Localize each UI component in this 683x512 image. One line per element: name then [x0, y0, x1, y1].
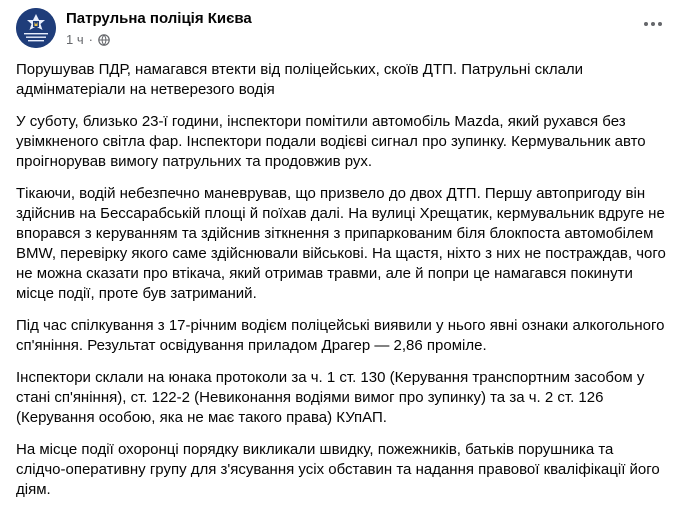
post-paragraph: На місце події охоронці порядку викликали швидку, пожежників, батьків порушника та слідчо-оперативну групу для з'ясування усіх обставин та надання правової кваліфікації його діям. — [16, 441, 660, 498]
post-paragraph: Тікаючи, водій небезпечно маневрував, що призвело до двох ДТП. Першу автопригоду він здійснив на Бессарабській площі й поїхав далі. На вулиці Хрещатик, кермувальник вдруге не впорався з керуванням та здійснив зіткнення з припаркованим біля блокпоста автомобілем BMW, перевірку якого саме здійснювали військові. На щастя, ніхто з них не постраждав, чого не можна сказати про втікача, який отримав травми, але й попри це намагався покинути місце події, проте був затриманий. — [16, 185, 666, 302]
more-dot — [658, 22, 662, 26]
post-header — [16, 8, 667, 56]
police-logo-icon — [16, 8, 56, 48]
avatar[interactable] — [16, 8, 56, 48]
post-paragraph: Під час спілкування з 17-річним водієм поліцейські виявили у нього явні ознаки алкогольного сп'яніння. Результат освідування приладом Драгер — 2,86 проміле. — [16, 317, 665, 354]
globe-icon[interactable] — [98, 34, 110, 46]
meta-separator: · — [88, 32, 93, 47]
post-paragraph: Порушував ПДР, намагався втекти від поліцейських, скоїв ДТП. Патрульні склали адмінматеріали на нетверезого водія — [16, 61, 584, 98]
post-body — [16, 60, 667, 512]
page-name-link[interactable]: Патрульна поліція Києва — [66, 10, 252, 27]
more-dot — [651, 22, 655, 26]
more-options-button[interactable] — [639, 14, 667, 34]
post-time[interactable]: 1 ч — [66, 32, 84, 47]
post-paragraph: У суботу, близько 23-ї години, інспектори помітили автомобіль Mazda, який рухався без увімкненого світла фар. Інспектори подали водієві сигнал про зупинку. Кермувальник авто проігнорував вимогу патрульних та продовжив рух. — [16, 113, 646, 170]
post-paragraph: Інспектори склали на юнака протоколи за ч. 1 ст. 130 (Керування транспортним засобом у стані сп'яніння), ст. 122-2 (Невиконання водіями вимог про зупинку) та за ч. 2 ст. 126 (Керування особою, яка не має такого права) КУпАП. — [16, 369, 645, 426]
post-meta — [66, 32, 110, 47]
more-horizontal-icon — [644, 22, 648, 26]
